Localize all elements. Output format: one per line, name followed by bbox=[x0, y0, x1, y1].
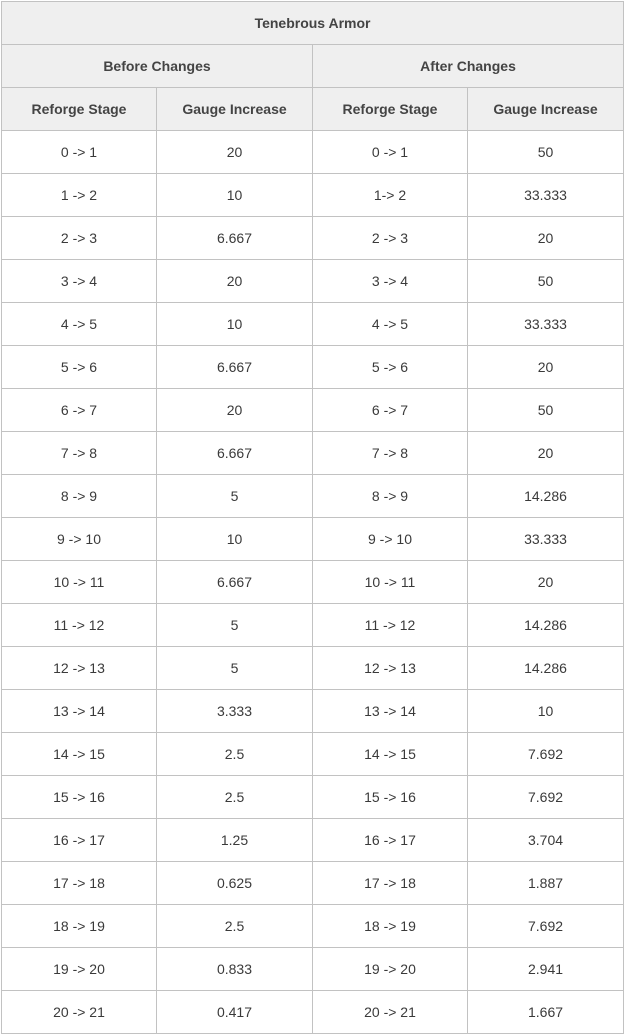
cell-before-gauge-increase: 20 bbox=[157, 389, 313, 432]
table-row bbox=[2, 475, 624, 518]
col-after-reforge-stage: Reforge Stage bbox=[313, 88, 468, 131]
cell-before-gauge-increase: 6.667 bbox=[157, 561, 313, 604]
cell-after-reforge-stage: 9 -> 10 bbox=[313, 518, 468, 561]
table-row bbox=[2, 174, 624, 217]
group-header-row bbox=[2, 45, 624, 88]
cell-after-reforge-stage: 19 -> 20 bbox=[313, 948, 468, 991]
cell-after-gauge-increase: 20 bbox=[468, 217, 624, 260]
cell-before-reforge-stage: 4 -> 5 bbox=[2, 303, 157, 346]
table-row bbox=[2, 991, 624, 1034]
cell-after-gauge-increase: 50 bbox=[468, 389, 624, 432]
cell-before-reforge-stage: 20 -> 21 bbox=[2, 991, 157, 1034]
cell-before-gauge-increase: 20 bbox=[157, 131, 313, 174]
table-row bbox=[2, 346, 624, 389]
cell-after-reforge-stage: 5 -> 6 bbox=[313, 346, 468, 389]
cell-after-gauge-increase: 14.286 bbox=[468, 475, 624, 518]
cell-before-gauge-increase: 20 bbox=[157, 260, 313, 303]
cell-after-gauge-increase: 50 bbox=[468, 260, 624, 303]
cell-before-gauge-increase: 5 bbox=[157, 647, 313, 690]
cell-before-gauge-increase: 6.667 bbox=[157, 346, 313, 389]
cell-after-gauge-increase: 33.333 bbox=[468, 174, 624, 217]
cell-after-reforge-stage: 1-> 2 bbox=[313, 174, 468, 217]
cell-after-reforge-stage: 0 -> 1 bbox=[313, 131, 468, 174]
cell-before-gauge-increase: 6.667 bbox=[157, 432, 313, 475]
cell-before-reforge-stage: 8 -> 9 bbox=[2, 475, 157, 518]
table-row bbox=[2, 389, 624, 432]
table-row bbox=[2, 561, 624, 604]
col-after-gauge-increase: Gauge Increase bbox=[468, 88, 624, 131]
cell-after-reforge-stage: 6 -> 7 bbox=[313, 389, 468, 432]
table-row bbox=[2, 647, 624, 690]
cell-after-reforge-stage: 7 -> 8 bbox=[313, 432, 468, 475]
cell-before-gauge-increase: 0.833 bbox=[157, 948, 313, 991]
cell-after-gauge-increase: 2.941 bbox=[468, 948, 624, 991]
cell-before-reforge-stage: 12 -> 13 bbox=[2, 647, 157, 690]
cell-after-gauge-increase: 1.887 bbox=[468, 862, 624, 905]
table-row bbox=[2, 303, 624, 346]
table-row bbox=[2, 862, 624, 905]
cell-after-gauge-increase: 33.333 bbox=[468, 518, 624, 561]
cell-after-reforge-stage: 13 -> 14 bbox=[313, 690, 468, 733]
cell-after-gauge-increase: 1.667 bbox=[468, 991, 624, 1034]
cell-after-gauge-increase: 7.692 bbox=[468, 776, 624, 819]
cell-after-gauge-increase: 14.286 bbox=[468, 604, 624, 647]
cell-after-reforge-stage: 4 -> 5 bbox=[313, 303, 468, 346]
table-row bbox=[2, 948, 624, 991]
cell-before-reforge-stage: 1 -> 2 bbox=[2, 174, 157, 217]
cell-before-gauge-increase: 1.25 bbox=[157, 819, 313, 862]
cell-after-reforge-stage: 12 -> 13 bbox=[313, 647, 468, 690]
table-body bbox=[2, 131, 624, 1034]
cell-after-reforge-stage: 20 -> 21 bbox=[313, 991, 468, 1034]
cell-before-gauge-increase: 10 bbox=[157, 174, 313, 217]
table-row bbox=[2, 905, 624, 948]
cell-after-reforge-stage: 11 -> 12 bbox=[313, 604, 468, 647]
cell-after-gauge-increase: 20 bbox=[468, 346, 624, 389]
cell-before-gauge-increase: 5 bbox=[157, 475, 313, 518]
table-row bbox=[2, 131, 624, 174]
cell-after-gauge-increase: 14.286 bbox=[468, 647, 624, 690]
cell-before-gauge-increase: 2.5 bbox=[157, 776, 313, 819]
cell-before-reforge-stage: 5 -> 6 bbox=[2, 346, 157, 389]
cell-after-gauge-increase: 50 bbox=[468, 131, 624, 174]
cell-before-gauge-increase: 2.5 bbox=[157, 733, 313, 776]
cell-before-reforge-stage: 7 -> 8 bbox=[2, 432, 157, 475]
table-row bbox=[2, 518, 624, 561]
cell-before-gauge-increase: 2.5 bbox=[157, 905, 313, 948]
table-row bbox=[2, 690, 624, 733]
cell-before-reforge-stage: 3 -> 4 bbox=[2, 260, 157, 303]
cell-before-reforge-stage: 11 -> 12 bbox=[2, 604, 157, 647]
col-before-gauge-increase: Gauge Increase bbox=[157, 88, 313, 131]
table-row bbox=[2, 432, 624, 475]
cell-before-gauge-increase: 0.417 bbox=[157, 991, 313, 1034]
cell-before-gauge-increase: 6.667 bbox=[157, 217, 313, 260]
cell-after-gauge-increase: 20 bbox=[468, 432, 624, 475]
cell-after-gauge-increase: 10 bbox=[468, 690, 624, 733]
cell-before-reforge-stage: 10 -> 11 bbox=[2, 561, 157, 604]
cell-after-gauge-increase: 20 bbox=[468, 561, 624, 604]
cell-after-gauge-increase: 3.704 bbox=[468, 819, 624, 862]
cell-after-reforge-stage: 18 -> 19 bbox=[313, 905, 468, 948]
cell-after-reforge-stage: 3 -> 4 bbox=[313, 260, 468, 303]
cell-after-reforge-stage: 17 -> 18 bbox=[313, 862, 468, 905]
cell-before-reforge-stage: 2 -> 3 bbox=[2, 217, 157, 260]
table-row bbox=[2, 217, 624, 260]
cell-after-gauge-increase: 7.692 bbox=[468, 905, 624, 948]
cell-after-reforge-stage: 8 -> 9 bbox=[313, 475, 468, 518]
cell-after-reforge-stage: 16 -> 17 bbox=[313, 819, 468, 862]
cell-before-reforge-stage: 6 -> 7 bbox=[2, 389, 157, 432]
group-before-changes: Before Changes bbox=[2, 45, 313, 88]
cell-before-gauge-increase: 5 bbox=[157, 604, 313, 647]
cell-after-reforge-stage: 15 -> 16 bbox=[313, 776, 468, 819]
cell-before-reforge-stage: 15 -> 16 bbox=[2, 776, 157, 819]
cell-after-reforge-stage: 10 -> 11 bbox=[313, 561, 468, 604]
table-row bbox=[2, 733, 624, 776]
table-row bbox=[2, 776, 624, 819]
cell-before-gauge-increase: 10 bbox=[157, 303, 313, 346]
column-header-row bbox=[2, 88, 624, 131]
cell-after-gauge-increase: 7.692 bbox=[468, 733, 624, 776]
cell-before-gauge-increase: 0.625 bbox=[157, 862, 313, 905]
table-row bbox=[2, 819, 624, 862]
group-after-changes: After Changes bbox=[313, 45, 624, 88]
table-row bbox=[2, 260, 624, 303]
cell-before-gauge-increase: 3.333 bbox=[157, 690, 313, 733]
table-title: Tenebrous Armor bbox=[2, 2, 624, 45]
col-before-reforge-stage: Reforge Stage bbox=[2, 88, 157, 131]
table-row bbox=[2, 604, 624, 647]
cell-before-reforge-stage: 17 -> 18 bbox=[2, 862, 157, 905]
cell-before-reforge-stage: 16 -> 17 bbox=[2, 819, 157, 862]
cell-before-reforge-stage: 19 -> 20 bbox=[2, 948, 157, 991]
title-row bbox=[2, 2, 624, 45]
cell-before-reforge-stage: 13 -> 14 bbox=[2, 690, 157, 733]
cell-before-reforge-stage: 14 -> 15 bbox=[2, 733, 157, 776]
cell-before-reforge-stage: 9 -> 10 bbox=[2, 518, 157, 561]
cell-before-reforge-stage: 0 -> 1 bbox=[2, 131, 157, 174]
cell-after-gauge-increase: 33.333 bbox=[468, 303, 624, 346]
cell-after-reforge-stage: 14 -> 15 bbox=[313, 733, 468, 776]
cell-before-reforge-stage: 18 -> 19 bbox=[2, 905, 157, 948]
tenebrous-armor-table bbox=[1, 1, 624, 1034]
cell-before-gauge-increase: 10 bbox=[157, 518, 313, 561]
cell-after-reforge-stage: 2 -> 3 bbox=[313, 217, 468, 260]
